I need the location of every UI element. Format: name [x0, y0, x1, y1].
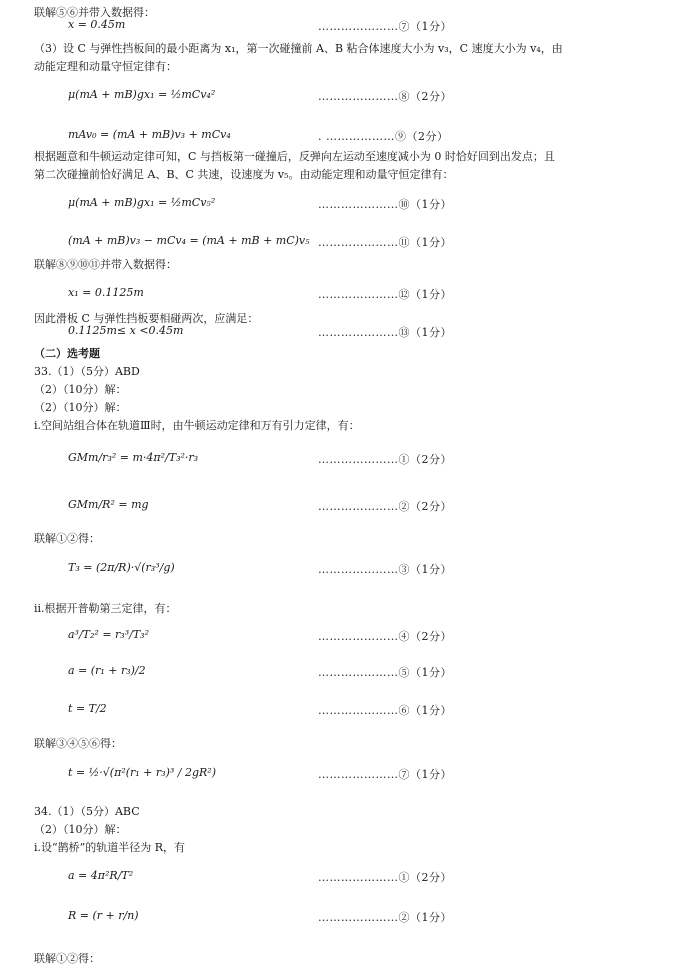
equation: μ(mA + mB)gx₁ = ½mCv₅²	[68, 196, 216, 209]
score-annotation: …………………⑧（2分）	[318, 90, 452, 103]
text-line: 动能定理和动量守恒定律有：	[34, 60, 177, 73]
text-line: 联解⑤⑥并带入数据得：	[34, 6, 155, 19]
score-annotation: …………………③（1分）	[318, 563, 452, 576]
score-annotation: …………………⑫（1分）	[318, 288, 452, 301]
equation: a = 4π²R/T²	[68, 869, 134, 882]
text-line: （2）（10分）解：	[34, 401, 127, 414]
equation: (mA + mB)v₃ − mCv₄ = (mA + mB + mC)v₅	[68, 234, 310, 247]
text-line: 联解①②得：	[34, 952, 100, 965]
equation: a³/T₂² = r₃³/T₃²	[68, 628, 149, 641]
score-annotation: . ………………⑨（2分）	[318, 130, 449, 143]
equation: 0.1125m≤ x <0.45m	[68, 324, 184, 337]
equation: GMm/r₃² = m·4π²/T₃²·r₃	[68, 451, 199, 464]
text-line: ii.根据开普勒第三定律，有：	[34, 602, 177, 615]
text-line: 联解③④⑤⑥得：	[34, 737, 122, 750]
equation: GMm/R² = mg	[68, 498, 149, 511]
text-line: i.设“鹊桥”的轨道半径为 R，有	[34, 841, 186, 854]
text-line: 因此滑板 C 与弹性挡板要相碰两次，应满足：	[34, 312, 259, 325]
section-heading: （二）选考题	[34, 347, 100, 360]
equation: x₁ = 0.1125m	[68, 286, 144, 299]
equation: a = (r₁ + r₃)/2	[68, 664, 146, 677]
equation: R = (r + r/n)	[68, 909, 139, 922]
text-line: 联解①②得：	[34, 532, 100, 545]
score-annotation: …………………⑦（1分）	[318, 20, 452, 33]
score-annotation: …………………⑪（1分）	[318, 236, 452, 249]
text-line: 33.（1）（5分）ABD	[34, 365, 140, 378]
equation: t = T/2	[68, 702, 107, 715]
score-annotation: …………………②（1分）	[318, 911, 452, 924]
equation: μ(mA + mB)gx₁ = ½mCv₄²	[68, 88, 216, 101]
equation: mAv₀ = (mA + mB)v₃ + mCv₄	[68, 128, 231, 141]
text-line: 根据题意和牛顿运动定律可知，C 与挡板第一碰撞后，反弹向左运动至速度减小为 0 时恰好回到出发点；且	[34, 150, 555, 163]
text-line: i.空间站组合体在轨道Ⅲ时，由牛顿运动定律和万有引力定律，有：	[34, 419, 360, 432]
text-line: （2）（10分）解：	[34, 383, 127, 396]
score-annotation: …………………⑥（1分）	[318, 704, 452, 717]
score-annotation: …………………①（2分）	[318, 453, 452, 466]
equation: x = 0.45m	[68, 18, 126, 31]
text-line: （2）（10分）解：	[34, 823, 127, 836]
equation: T₃ = (2π/R)·√(r₃³/g)	[68, 561, 175, 574]
text-line: 第二次碰撞前恰好满足 A、B、C 共速，设速度为 v₅。由动能定理和动量守恒定律有：	[34, 168, 454, 181]
score-annotation: …………………②（2分）	[318, 500, 452, 513]
score-annotation: …………………④（2分）	[318, 630, 452, 643]
score-annotation: …………………⑤（1分）	[318, 666, 452, 679]
score-annotation: …………………①（2分）	[318, 871, 452, 884]
text-line: 34.（1）（5分）ABC	[34, 805, 140, 818]
score-annotation: …………………⑦（1分）	[318, 768, 452, 781]
equation: t = ½·√(π²(r₁ + r₃)³ / 2gR²)	[68, 766, 216, 779]
text-line: 联解⑧⑨⑩⑪并带入数据得：	[34, 258, 177, 271]
text-line: （3）设 C 与弹性挡板间的最小距离为 x₁，第一次碰撞前 A、B 粘合体速度大小为 v₃，C 速度大小为 v₄，由	[34, 42, 563, 55]
score-annotation: …………………⑬（1分）	[318, 326, 452, 339]
score-annotation: …………………⑩（1分）	[318, 198, 452, 211]
